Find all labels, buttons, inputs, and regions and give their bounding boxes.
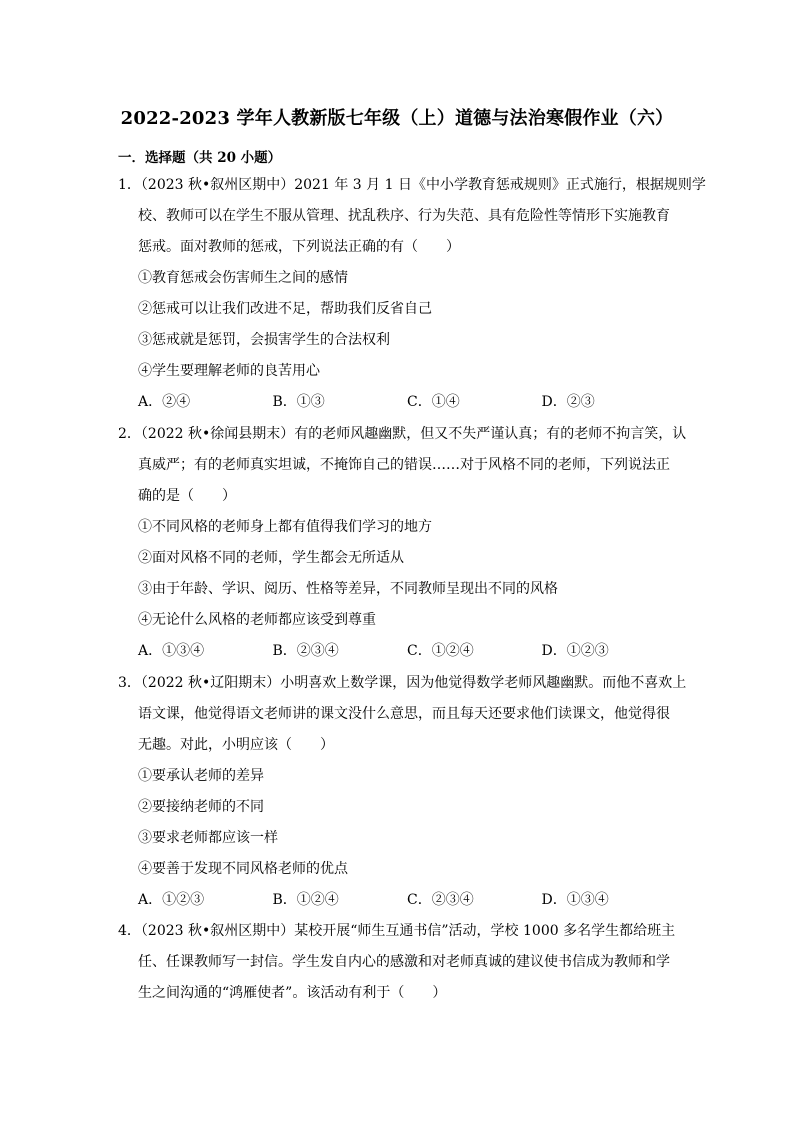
question-stem-line: 真威严；有的老师真实坦诚，不掩饰自己的错误……对于风格不同的老师，下列说法正 (138, 457, 670, 473)
statement-option: ②要接纳老师的不同 (138, 799, 264, 815)
choice-b[interactable]: B．①③ (272, 394, 325, 410)
choice-a[interactable]: A．②④ (138, 394, 191, 410)
choice-d[interactable]: D．①②③ (541, 643, 609, 659)
question-stem-line: 惩戒。面对教师的惩戒，下列说法正确的有（ ） (138, 239, 460, 255)
question-stem-line: 1．（2023 秋•叙州区期中）2021 年 3 月 1 日《中小学教育惩戒规则》正式施行，根据规则学 (118, 177, 706, 193)
section-heading: 一．选择题（共 20 小题） (118, 150, 282, 166)
statement-option: ④学生要理解老师的良苦用心 (138, 363, 320, 379)
choice-c[interactable]: C．①②④ (407, 643, 474, 659)
choice-a[interactable]: A．①②③ (138, 892, 205, 908)
document-title: 2022-2023 学年人教新版七年级（上）道德与法治寒假作业（六） (120, 108, 674, 129)
statement-option: ②惩戒可以让我们改进不足，帮助我们反省自己 (138, 301, 432, 317)
question-stem-line: 2．（2022 秋•徐闻县期末）有的老师风趣幽默，但又不失严谨认真；有的老师不拘言笑，认 (118, 426, 687, 442)
statement-option: ③惩戒就是惩罚，会损害学生的合法权利 (138, 332, 390, 348)
choice-a[interactable]: A．①③④ (138, 643, 205, 659)
statement-option: ②面对风格不同的老师，学生都会无所适从 (138, 550, 404, 566)
choice-c[interactable]: C．②③④ (407, 892, 474, 908)
question-3 (118, 668, 687, 916)
question-1 (118, 170, 706, 418)
statement-option: ①教育惩戒会伤害师生之间的感情 (138, 270, 348, 286)
answer-choices (118, 636, 676, 667)
answer-choices (118, 885, 676, 916)
question-stem-line: 语文课，他觉得语文老师讲的课文没什么意思，而且每天还要求他们读课文，他觉得很 (138, 706, 670, 722)
statement-option: ③要求老师都应该一样 (138, 830, 278, 846)
statement-option: ①要承认老师的差异 (138, 768, 264, 784)
question-4 (118, 916, 676, 1009)
question-stem-line: 3．（2022 秋•辽阳期末）小明喜欢上数学课，因为他觉得数学老师风趣幽默。而他不喜欢上 (118, 675, 687, 691)
answer-choices (118, 387, 676, 418)
question-stem-line: 4．（2023 秋•叙州区期中）某校开展“师生互通书信”活动，学校 1000 多名学生都给班主 (118, 923, 676, 939)
question-stem-line: 生之间沟通的“鸿雁使者”。该活动有利于（ ） (138, 985, 447, 1001)
question-stem-line: 无趣。对此，小明应该（ ） (138, 737, 334, 753)
statement-option: ①不同风格的老师身上都有值得我们学习的地方 (138, 519, 432, 535)
choice-c[interactable]: C．①④ (407, 394, 460, 410)
question-2 (118, 419, 687, 667)
question-stem-line: 确的是（ ） (138, 488, 236, 504)
statement-option: ③由于年龄、学识、阅历、性格等差异，不同教师呈现出不同的风格 (138, 581, 558, 597)
choice-b[interactable]: B．①②④ (272, 892, 339, 908)
statement-option: ④无论什么风格的老师都应该受到尊重 (138, 612, 376, 628)
statement-option: ④要善于发现不同风格老师的优点 (138, 861, 348, 877)
choice-b[interactable]: B．②③④ (272, 643, 339, 659)
question-stem-line: 任、任课教师写一封信。学生发自内心的感激和对老师真诚的建议使书信成为教师和学 (138, 954, 670, 970)
choice-d[interactable]: D．①③④ (541, 892, 609, 908)
choice-d[interactable]: D．②③ (541, 394, 595, 410)
question-stem-line: 校、教师可以在学生不服从管理、扰乱秩序、行为失范、具有危险性等情形下实施教育 (138, 208, 670, 224)
